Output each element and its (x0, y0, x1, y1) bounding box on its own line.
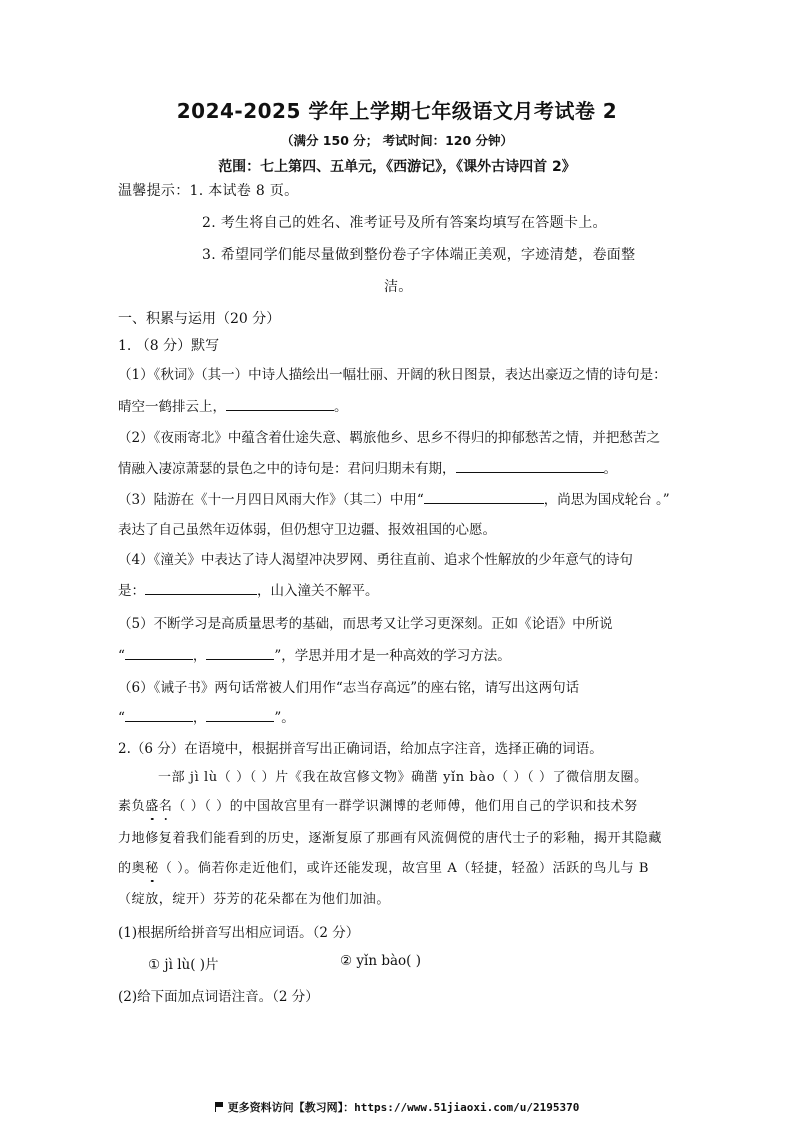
dotted-char: 盛 (145, 799, 159, 814)
answer-blank[interactable] (145, 580, 257, 595)
tip-2: 2. 考生将自己的姓名、准考证号及所有答案均填写在答题卡上。 (202, 215, 607, 231)
q1-item-1: （1）《秋词》（其一）中诗人描绘出一幅壮丽、开阔的秋日图景，表达出豪迈之情的诗句是： (118, 367, 667, 383)
q1-item-1-answer: 晴空一鹤排云上， 。 (118, 395, 348, 415)
q2-passage-line-2: 素负盛名（ ）（ ）的中国故宫里有一群学识渊博的老师傅，他们用自己的学识和技术努 (118, 799, 638, 814)
answer-blank[interactable] (226, 396, 334, 411)
flag-icon (215, 1102, 224, 1112)
question-1-heading: 1. （8 分）默写 (118, 338, 220, 354)
q1-item-5: （5）不断学习是高质量思考的基础，而思考又让学习更深刻。正如《论语》中所说 (118, 616, 613, 632)
answer-blank[interactable] (125, 645, 193, 660)
q2-sub-2: (2)给下面加点词语注音。（2 分） (118, 989, 319, 1005)
q1-item-6: （6）《诫子书》两句话常被人们用作“志当存高远”的座右铭，请写出这两句话 (118, 680, 580, 696)
q1-item-6-answer: “ ， ”。 (118, 706, 295, 726)
q1-item-4-answer: 是： ，山入潼关不解平。 (118, 579, 379, 599)
q2-sub-1: (1)根据所给拼音写出相应词语。（2 分） (118, 925, 360, 941)
q1-item-3-cont: 表达了自己虽然年迈体弱，但仍想守卫边疆、报效祖国的心愿。 (118, 522, 496, 538)
q1-item-5-answer: “ ， ”，学思并用才是一种高效的学习方法。 (118, 644, 511, 664)
q2-sub-1-item-1: ① jì lù( )片 (148, 957, 219, 973)
tip-1: 温馨提示：1. 本试卷 8 页。 (118, 183, 299, 199)
answer-blank[interactable] (456, 458, 604, 473)
section-heading: 一、积累与运用（20 分） (118, 311, 281, 327)
tip-3: 3. 希望同学们能尽量做到整份卷子字体端正美观，字迹清楚，卷面整 (202, 247, 636, 263)
q2-passage-line-4: 的奥秘（ ）。倘若你走近他们，或许还能发现，故宫里 A（轻捷，轻盈）活跃的鸟儿与 B (118, 861, 650, 876)
q1-item-2-answer: 情融入凄凉萧瑟的景色之中的诗句是：君问归期未有期， 。 (118, 457, 617, 477)
q1-item-4: （4）《潼关》中表达了诗人渴望冲决罗网、勇往直前、追求个性解放的少年意气的诗句 (118, 552, 633, 568)
q1-item-3: （3）陆游在《十一月四日风雨大作》（其二）中用“ ，尚思为国戍轮台 。” (118, 488, 670, 508)
q2-passage-line-1: 一部 jì lù（ ）（ ）片《我在故宫修文物》确凿 yǐn bào（ ）（ ）了微信朋友圈。 (158, 770, 648, 785)
answer-blank[interactable] (125, 707, 193, 722)
question-2-heading: 2.（6 分）在语境中，根据拼音写出正确词语，给加点字注音，选择正确的词语。 (118, 741, 603, 757)
dotted-char: 秘 (145, 861, 159, 876)
tip-3-cont: 洁。 (384, 279, 413, 295)
q2-sub-1-item-2: ② yǐn bào( ) (340, 953, 421, 969)
exam-scope: 范围：七上第四、五单元，《西游记》，《课外古诗四首 2》 (218, 159, 576, 175)
answer-blank[interactable] (206, 645, 274, 660)
answer-blank[interactable] (206, 707, 274, 722)
exam-info: （满分 150 分； 考试时间：120 分钟） (280, 133, 514, 148)
q2-passage-line-3: 力地修复着我们能看到的历史，逐渐复原了那画有风流倜傥的唐代士子的彩釉，揭开其隐藏 (118, 831, 663, 846)
q2-passage-line-5: （绽放，绽开）芬芳的花朵都在为他们加油。 (118, 892, 391, 907)
footer-link[interactable]: 更多资料访问【教习网】：https://www.51jiaoxi.com/u/2195370 (0, 1099, 794, 1115)
answer-blank[interactable] (424, 489, 544, 504)
page-title: 2024-2025 学年上学期七年级语文月考试卷 2 (176, 99, 618, 123)
dotted-char: 名 (158, 799, 173, 814)
q1-item-2: （2）《夜雨寄北》中蕴含着仕途失意、羁旅他乡、思乡不得归的抑郁愁苦之情，并把愁苦之 (118, 430, 660, 446)
